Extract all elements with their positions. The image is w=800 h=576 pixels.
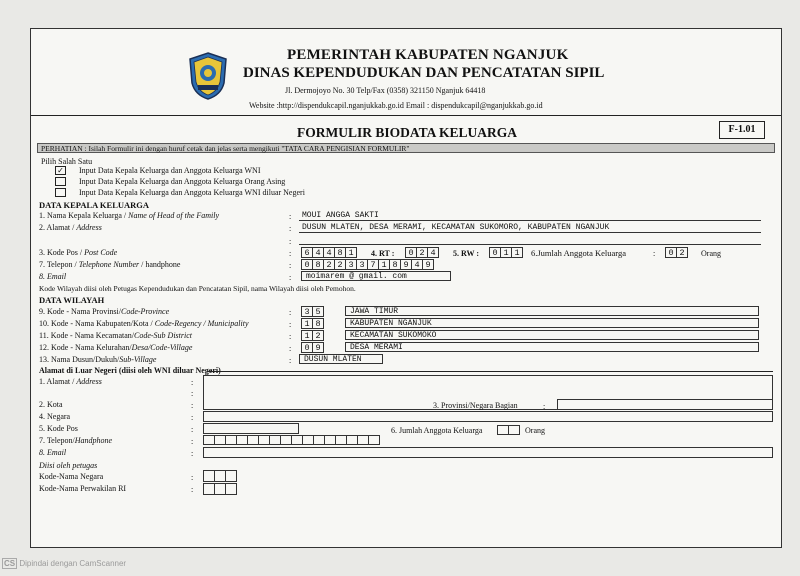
abroad-phone-boxes[interactable] xyxy=(203,435,380,445)
officer-rep-label: Kode-Nama Perwakilan RI xyxy=(39,484,127,493)
option-wni-checkbox[interactable]: ✓ xyxy=(55,166,66,175)
region-subvillage-field[interactable]: DUSUN MLATEN xyxy=(299,354,383,364)
kk-rw-label: 5. RW : xyxy=(453,249,480,258)
dept-title: DINAS KEPENDUDUKAN DAN PENCATATAN SIPIL xyxy=(243,65,605,81)
region-district-label: 11. Kode - Nama Kecamatan/Code-Sub District xyxy=(39,331,192,340)
kk-address-label: 2. Alamat / Address xyxy=(39,223,102,232)
abroad-section-title: Alamat di Luar Negeri (diisi oleh WNI diluar Negeri) xyxy=(39,366,221,375)
officer-rep-boxes[interactable] xyxy=(203,483,237,495)
region-regency-label: 10. Kode - Nama Kabupaten/Kota / Code-Regency / Municipality xyxy=(39,319,249,328)
kk-name-field[interactable]: MOUI ANGGA SAKTI xyxy=(299,211,761,221)
abroad-province-label: 3. Provinsi/Negara Bagian xyxy=(433,401,518,410)
kk-email-label: 8. Email xyxy=(39,272,67,281)
region-regency-name[interactable]: KABUPATEN NGANJUK xyxy=(345,318,759,328)
kk-members-label: 6.Jumlah Anggota Keluarga xyxy=(531,248,626,258)
abroad-country-field[interactable] xyxy=(203,411,773,422)
abroad-postal-field[interactable] xyxy=(203,423,299,434)
region-section-title: DATA WILAYAH xyxy=(39,295,105,305)
kk-phone-label: 7. Telepon / Telephone Number / handphone xyxy=(39,260,181,269)
scanner-watermark: CS Dipindai dengan CamScanner xyxy=(4,559,127,568)
form-paper: PEMERINTAH KABUPATEN NGANJUK DINAS KEPENDUDUKAN DAN PENCATATAN SIPIL Jl. Dermojoyo No. 30 Telp/Fax (0358) 321150 Nganjuk 64418 Website :http://dispendukcapil.nganjukkab.go.id Email : dispendukcapil@nganjukkab.go.id FORMULIR BIODATA KELUARGA F-1.01 PERHATIAN : Isilah Formulir ini dengan huruf cetak dan jelas serta mengikuti "TATA CARA PENGISIAN FORMULIR" Pilih Salah Satu ✓ Input Data Kepala Keluarga dan Anggota Keluarga WNI Input Data Kepala Keluarga dan Anggota Keluarga Orang Asing Input Data Kepala Keluarga dan Anggota Keluarga WNI diluar Negeri DATA KEPALA KELUARGA 1. Nama Kepala Keluarga / Name of Head of the Family : MOUI ANGGA SAKTI 2. Alamat / Address : DUSUN MLATEN, DESA MERAMI, KECAMATAN SUKOMORO, KABUPATEN NGANJUK : 3. Kode Pos / Post Code : 6 4 4 8 1 4. RT : 0 2 4 5. RW : 0 1 1 6.Jumlah Anggota Keluarga : 0 2 Orang 7. Telepon / Telephone Number / handphone : 0 8 2 2 3 3 7 1 8 9 4 9 8. Email : moimarem @ gmail. com Kode Wilayah diisi oleh Petugas Kependudukan dan Pencatatan Sipil, nama Wilayah diisi oleh Pemohon. DATA WILAYAH 9. Kode - Nama Provinsi/Code-Province : 3 5 JAWA TIMUR 10. Kode - Nama Kabupaten/Kota / Code-Regency / Municipality : 1 8 KABUPATEN NGANJUK 11. Kode - Nama Kecamatan/Code-Sub District : 1 2 KECAMATAN SUKOMOKO 12. Kode - Nama Kelurahan/Desa/Code-Village : 0 9 DESA MERAMI 13. Nama Dusun/Dukuh/Sub-Village : DUSUN MLATEN Alamat di Luar Negeri (diisi oleh WNI diluar Negeri) 1. Alamat / Address : : 2. Kota : 3. Provinsi/Negara Bagian : 4. Negara : 5. Kode Pos : 6. Jumlah Anggota Keluarga Orang 7. Telepon/Handphone : 8. Email : Diisi oleh petugas Kode-Nama Negara : Kode-Nama Perwakilan RI : xyxy=(30,28,782,548)
region-subvillage-label: 13. Nama Dusun/Dukuh/Sub-Village xyxy=(39,355,157,364)
kk-postal-boxes[interactable]: 6 4 4 8 1 xyxy=(301,247,357,258)
dept-website: Website :http://dispendukcapil.nganjukkab.go.id Email : dispendukcapil@nganjukkab.go.id xyxy=(249,101,543,110)
abroad-postal-label: 5. Kode Pos xyxy=(39,424,78,433)
region-village-code[interactable]: 0 9 xyxy=(301,342,324,353)
form-title: FORMULIR BIODATA KELUARGA xyxy=(297,125,518,140)
kk-postal-label: 3. Kode Pos / Post Code xyxy=(39,248,118,257)
nganjuk-emblem-icon xyxy=(187,51,229,101)
region-province-name[interactable]: JAWA TIMUR xyxy=(345,306,759,316)
kk-email-field[interactable]: moimarem @ gmail. com xyxy=(301,271,451,281)
region-district-name[interactable]: KECAMATAN SUKOMOKO xyxy=(345,330,759,340)
kk-phone-boxes[interactable]: 0 8 2 2 3 3 7 1 8 9 4 9 xyxy=(301,259,434,270)
abroad-rule xyxy=(207,371,773,372)
kk-rt-boxes[interactable]: 0 2 4 xyxy=(405,247,439,258)
kk-rt-label: 4. RT : xyxy=(371,249,395,258)
dept-address: Jl. Dermojoyo No. 30 Telp/Fax (0358) 321150 Nganjuk 64418 xyxy=(285,86,486,95)
officer-country-label: Kode-Nama Negara xyxy=(39,472,104,481)
notice-bar: PERHATIAN : Isilah Formulir ini dengan huruf cetak dan jelas serta mengikuti "TATA CARA PENGISIAN FORMULIR" xyxy=(37,143,775,153)
abroad-city-label: 2. Kota xyxy=(39,400,63,409)
region-regency-code[interactable]: 1 8 xyxy=(301,318,324,329)
region-province-label: 9. Kode - Nama Provinsi/Code-Province xyxy=(39,307,170,316)
abroad-phone-label: 7. Telepon/Handphone xyxy=(39,436,113,445)
region-village-label: 12. Kode - Nama Kelurahan/Desa/Code-Village xyxy=(39,343,193,352)
gov-title: PEMERINTAH KABUPATEN NGANJUK xyxy=(287,47,569,63)
kk-address-field-2[interactable] xyxy=(299,235,761,245)
abroad-members-label: 6. Jumlah Anggota Keluarga xyxy=(391,426,483,435)
abroad-members-unit: Orang xyxy=(525,426,545,435)
officer-label: Diisi oleh petugas xyxy=(39,461,98,470)
option-abroad-label: Input Data Kepala Keluarga dan Anggota Keluarga WNI diluar Negeri xyxy=(79,188,305,197)
kk-rw-boxes[interactable]: 0 1 1 xyxy=(489,247,523,258)
choose-label: Pilih Salah Satu xyxy=(41,157,93,166)
kk-region-note: Kode Wilayah diisi oleh Petugas Kependudukan dan Pencatatan Sipil, nama Wilayah diisi oleh Pemohon. xyxy=(39,284,356,293)
officer-country-boxes[interactable] xyxy=(203,470,237,482)
kk-address-field[interactable]: DUSUN MLATEN, DESA MERAMI, KECAMATAN SUKOMORO, KABUPATEN NGANJUK xyxy=(299,223,761,233)
kk-members-unit: Orang xyxy=(701,249,721,258)
abroad-email-label: 8. Email xyxy=(39,448,67,457)
form-code: F-1.01 xyxy=(719,121,765,139)
region-province-code[interactable]: 3 5 xyxy=(301,306,324,317)
header-divider xyxy=(31,115,781,116)
kk-members-boxes[interactable]: 0 2 xyxy=(665,247,688,258)
option-foreign-label: Input Data Kepala Keluarga dan Anggota Keluarga Orang Asing xyxy=(79,177,286,186)
abroad-country-label: 4. Negara xyxy=(39,412,71,421)
abroad-email-field[interactable] xyxy=(203,447,773,458)
abroad-members-boxes[interactable] xyxy=(497,425,520,435)
option-foreign-checkbox[interactable] xyxy=(55,177,66,186)
abroad-province-field[interactable] xyxy=(557,399,773,410)
kk-name-label: 1. Nama Kepala Keluarga / Name of Head of the Family xyxy=(39,211,220,220)
option-abroad-checkbox[interactable] xyxy=(55,188,66,197)
region-village-name[interactable]: DESA MERAMI xyxy=(345,342,759,352)
region-district-code[interactable]: 1 2 xyxy=(301,330,324,341)
kk-section-title: DATA KEPALA KELUARGA xyxy=(39,200,150,210)
option-wni-label: Input Data Kepala Keluarga dan Anggota Keluarga WNI xyxy=(79,166,261,175)
abroad-address-label: 1. Alamat / Address xyxy=(39,377,102,386)
